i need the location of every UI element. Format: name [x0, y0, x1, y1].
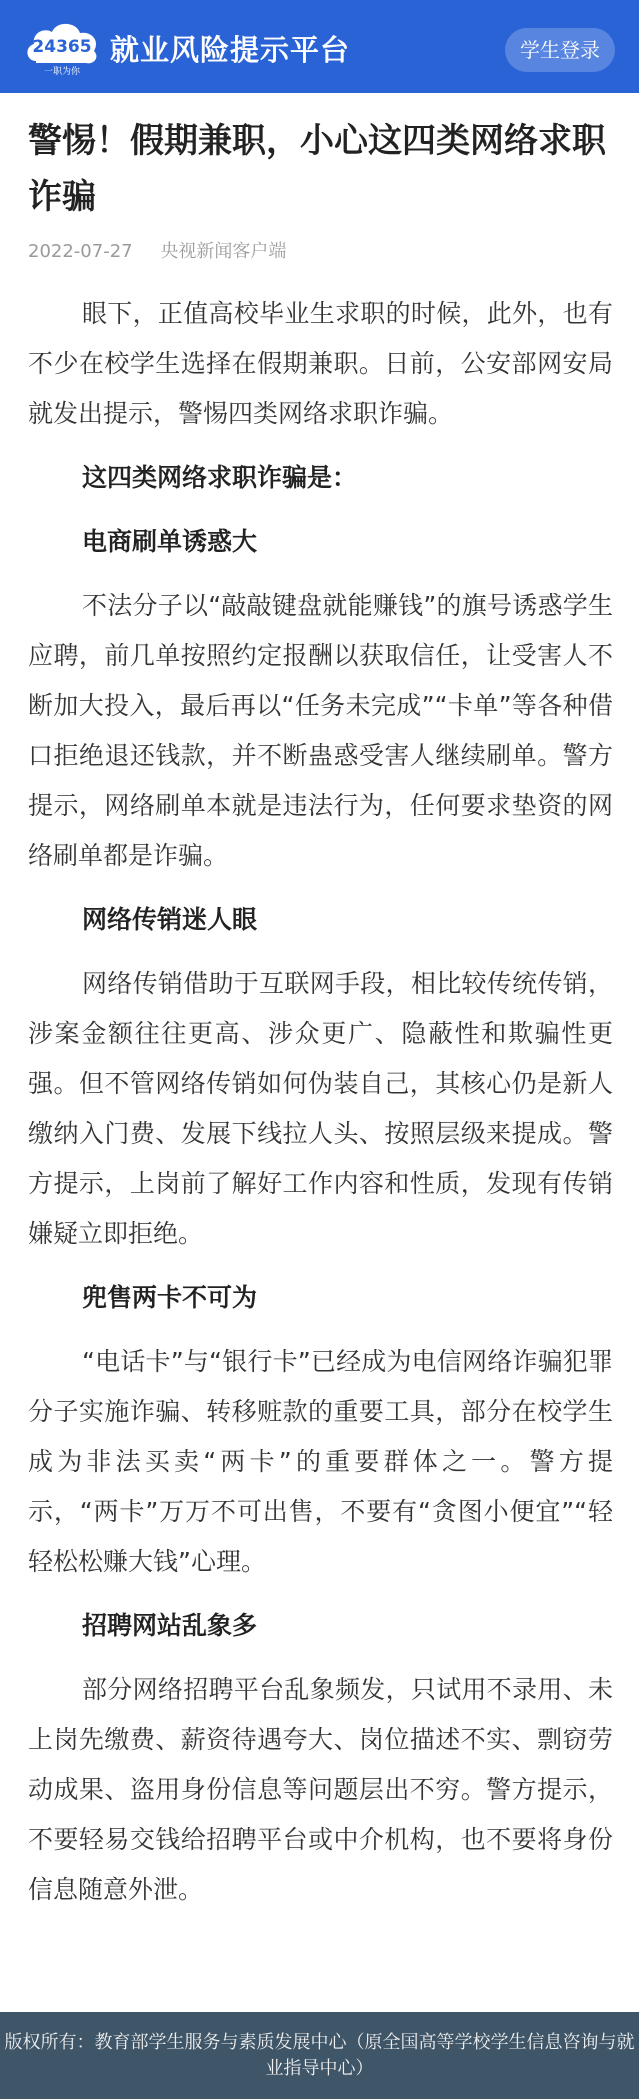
- summary-heading: 这四类网络求职诈骗是：: [82, 463, 358, 492]
- section-paragraph: 部分网络招聘平台乱象频发，只试用不录用、未上岗先缴费、薪资待遇夸大、岗位描述不实、剽窃劳动成果、盗用身份信息等问题层出不穷。警方提示，不要轻易交钱给招聘平台或中介机构，也不要将身份信息随意外泄。: [28, 1675, 613, 1904]
- section-heading: 电商刷单诱惑大: [82, 527, 258, 556]
- section-heading: 网络传销迷人眼: [82, 905, 258, 934]
- site-logo[interactable]: [22, 17, 102, 77]
- logo-slogan: 一职为你: [43, 67, 81, 77]
- intro-paragraph: 眼下，正值高校毕业生求职的时候，此外，也有不少在校学生选择在假期兼职。日前，公安部网安局就发出提示，警惕四类网络求职诈骗。: [28, 299, 613, 428]
- article-content: [28, 289, 613, 1915]
- cloud-logo-icon: [22, 17, 102, 77]
- logo-number: 24365: [32, 37, 92, 57]
- article-date: 2022-07-27: [28, 241, 133, 262]
- student-login-button[interactable]: 学生登录: [505, 28, 615, 72]
- article-source: 央视新闻客户端: [160, 241, 287, 262]
- site-title: 就业风险提示平台: [110, 33, 351, 67]
- section-paragraph: 不法分子以“敲敲键盘就能赚钱”的旗号诱惑学生应聘，前几单按照约定报酬以获取信任，让受害人不断加大投入，最后再以“任务未完成”“卡单”等各种借口拒绝退还钱款，并不断蛊惑受害人继续刷单。警方提示，网络刷单本就是违法行为，任何要求垫资的网络刷单都是诈骗。: [28, 591, 613, 870]
- section-paragraph: 网络传销借助于互联网手段，相比较传统传销，涉案金额往往更高、涉众更广、隐蔽性和欺骗性更强。但不管网络传销如何伪装自己，其核心仍是新人缴纳入门费、发展下线拉人头、按照层级来提成。警方提示，上岗前了解好工作内容和性质，发现有传销嫌疑立即拒绝。: [28, 969, 613, 1248]
- section-heading: 兜售两卡不可为: [82, 1283, 258, 1312]
- article-meta: [28, 237, 613, 267]
- article-title: 警惕！假期兼职，小心这四类网络求职诈骗: [28, 121, 606, 217]
- article: [28, 93, 613, 1929]
- top-header: [0, 0, 639, 93]
- section-paragraph: “电话卡”与“银行卡”已经成为电信网络诈骗犯罪分子实施诈骗、转移赃款的重要工具，部分在校学生成为非法买卖“两卡”的重要群体之一。警方提示，“两卡”万万不可出售，不要有“贪图小便宜”“轻轻松松赚大钱”心理。: [28, 1347, 613, 1576]
- section-heading: 招聘网站乱象多: [82, 1611, 258, 1640]
- copyright-footer: 版权所有：教育部学生服务与素质发展中心（原全国高等学校学生信息咨询与就业指导中心）: [0, 2012, 639, 2099]
